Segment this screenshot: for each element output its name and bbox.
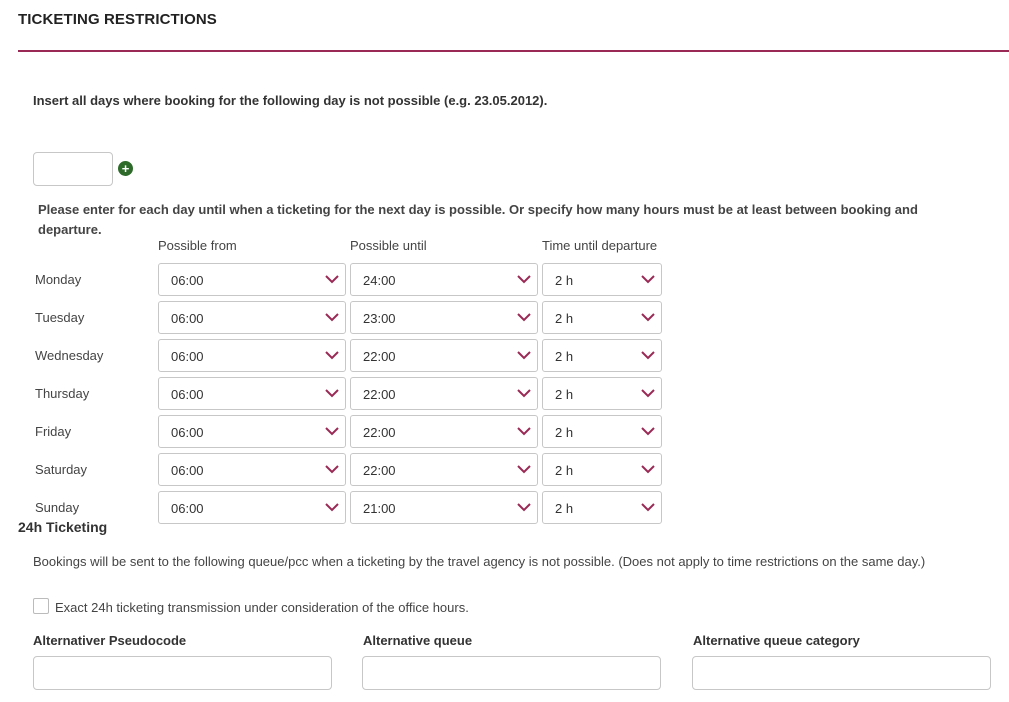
chevron-down-icon [641, 502, 655, 512]
day-label-tuesday: Tuesday [35, 310, 85, 325]
ticketing-24h-note: Bookings will be sent to the following queue/pcc when a ticketing by the travel agency is not possible. (Does not apply to time restrictions on the same day.) [33, 554, 926, 569]
day-label-sunday: Sunday [35, 500, 80, 515]
select-value: 2 h [555, 311, 574, 326]
possible-from-select-thursday[interactable] [158, 377, 346, 410]
day-label-wednesday: Wednesday [35, 348, 104, 363]
alt-pseudocode-input[interactable] [33, 656, 332, 690]
chevron-down-icon [325, 502, 339, 512]
select-value: 24:00 [363, 273, 396, 288]
select-value: 06:00 [171, 273, 204, 288]
select-value: 21:00 [363, 501, 396, 516]
chevron-down-icon [517, 502, 531, 512]
title-divider [18, 50, 1009, 52]
chevron-down-icon [325, 350, 339, 360]
alt-queue-label: Alternative queue [363, 633, 473, 648]
chevron-down-icon [641, 312, 655, 322]
chevron-down-icon [325, 274, 339, 284]
chevron-down-icon [517, 274, 531, 284]
possible-from-select-wednesday[interactable] [158, 339, 346, 372]
select-value: 2 h [555, 349, 574, 364]
chevron-down-icon [325, 312, 339, 322]
select-value: 06:00 [171, 387, 204, 402]
page-title: TICKETING RESTRICTIONS [18, 11, 217, 28]
possible-from-select-tuesday[interactable] [158, 301, 346, 334]
select-value: 06:00 [171, 425, 204, 440]
chevron-down-icon [641, 426, 655, 436]
select-value: 2 h [555, 501, 574, 516]
time-until-departure-select-friday[interactable] [542, 415, 662, 448]
possible-from-select-friday[interactable] [158, 415, 346, 448]
day-label-thursday: Thursday [35, 386, 90, 401]
chevron-down-icon [517, 464, 531, 474]
select-value: 22:00 [363, 387, 396, 402]
select-value: 06:00 [171, 463, 204, 478]
alt-pseudocode-label: Alternativer Pseudocode [33, 633, 187, 648]
day-label-friday: Friday [35, 424, 72, 439]
select-value: 2 h [555, 425, 574, 440]
possible-from-select-monday[interactable] [158, 263, 346, 296]
plus-circle-icon[interactable]: + [118, 161, 133, 176]
exact-24h-transmission-label: Exact 24h ticketing transmission under consideration of the office hours. [55, 600, 469, 615]
blocked-date-input[interactable] [33, 152, 113, 186]
possible-until-select-tuesday[interactable] [350, 301, 538, 334]
chevron-down-icon [517, 426, 531, 436]
ticketing-24h-title: 24h Ticketing [18, 519, 108, 535]
day-label-monday: Monday [35, 272, 82, 287]
blocked-days-instruction: Insert all days where booking for the following day is not possible (e.g. 23.05.2012). [33, 93, 548, 108]
time-until-departure-select-monday[interactable] [542, 263, 662, 296]
column-header-possible-from: Possible from [158, 238, 237, 253]
chevron-down-icon [325, 426, 339, 436]
exact-24h-transmission-checkbox[interactable] [33, 598, 49, 614]
chevron-down-icon [325, 464, 339, 474]
select-value: 2 h [555, 463, 574, 478]
possible-until-select-friday[interactable] [350, 415, 538, 448]
alt-queue-category-label: Alternative queue category [693, 633, 860, 648]
possible-until-select-thursday[interactable] [350, 377, 538, 410]
select-value: 06:00 [171, 349, 204, 364]
chevron-down-icon [517, 312, 531, 322]
alt-queue-input[interactable] [362, 656, 661, 690]
chevron-down-icon [325, 388, 339, 398]
select-value: 2 h [555, 387, 574, 402]
time-until-departure-select-wednesday[interactable] [542, 339, 662, 372]
column-header-possible-until: Possible until [350, 238, 427, 253]
possible-from-select-sunday[interactable] [158, 491, 346, 524]
possible-until-select-monday[interactable] [350, 263, 538, 296]
chevron-down-icon [517, 350, 531, 360]
possible-from-select-saturday[interactable] [158, 453, 346, 486]
alt-queue-category-input[interactable] [692, 656, 991, 690]
column-header-time-until-departure: Time until departure [542, 238, 658, 253]
day-limits-instruction: Please enter for each day until when a ticketing for the next day is possible. Or specify how many hours must be at least between booking and departure. [38, 202, 918, 237]
select-value: 22:00 [363, 463, 396, 478]
possible-until-select-wednesday[interactable] [350, 339, 538, 372]
chevron-down-icon [641, 350, 655, 360]
chevron-down-icon [641, 388, 655, 398]
select-value: 2 h [555, 273, 574, 288]
select-value: 06:00 [171, 311, 204, 326]
select-value: 23:00 [363, 311, 396, 326]
possible-until-select-saturday[interactable] [350, 453, 538, 486]
chevron-down-icon [517, 388, 531, 398]
time-until-departure-select-thursday[interactable] [542, 377, 662, 410]
select-value: 22:00 [363, 349, 396, 364]
time-until-departure-select-sunday[interactable] [542, 491, 662, 524]
day-label-saturday: Saturday [35, 462, 88, 477]
chevron-down-icon [641, 464, 655, 474]
select-value: 06:00 [171, 501, 204, 516]
select-value: 22:00 [363, 425, 396, 440]
time-until-departure-select-saturday[interactable] [542, 453, 662, 486]
possible-until-select-sunday[interactable] [350, 491, 538, 524]
chevron-down-icon [641, 274, 655, 284]
time-until-departure-select-tuesday[interactable] [542, 301, 662, 334]
